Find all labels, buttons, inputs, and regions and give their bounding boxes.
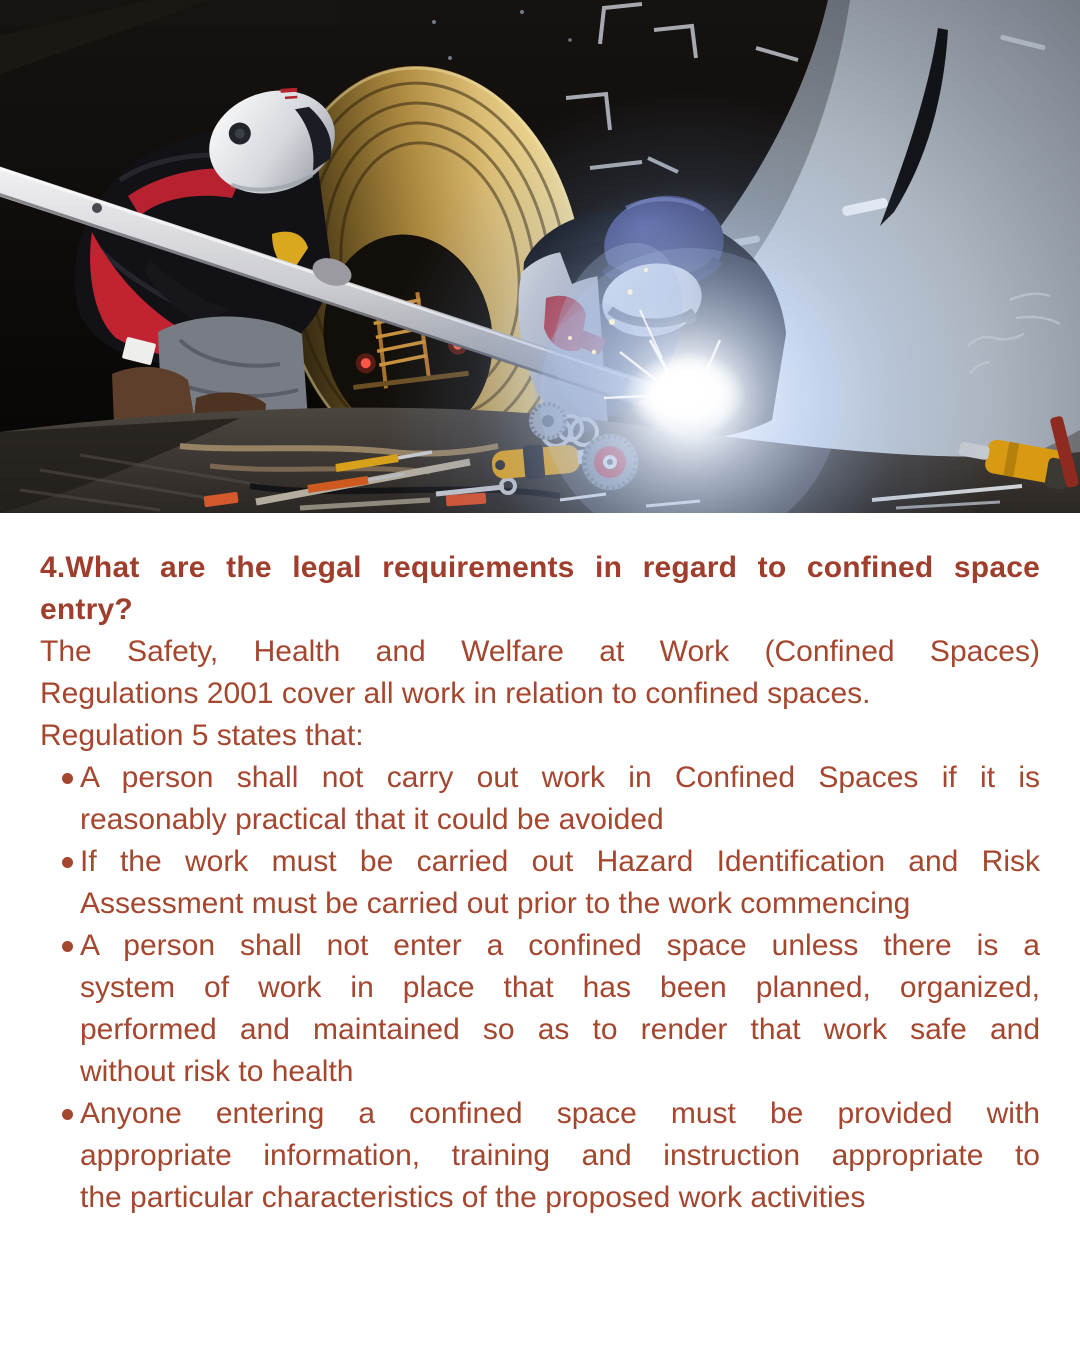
intro-line: The Safety, Health and Welfare at Work (Confined Spaces)	[40, 635, 1040, 668]
bullet-line: performed and maintained so as to render that work safe and	[80, 1013, 1040, 1046]
regulation-bullet-list	[40, 757, 1040, 1219]
confined-space-welding-photo	[0, 0, 1080, 513]
heading-line: entry?	[40, 593, 133, 626]
beam-rivet	[92, 203, 102, 213]
bullet-line: Anyone entering a confined space must be provided with	[80, 1097, 1040, 1130]
bullet-line: without risk to health	[80, 1055, 354, 1088]
bullet-dot	[62, 773, 73, 784]
bullet-line: If the work must be carried out Hazard Identification and Risk	[80, 845, 1040, 878]
bullet-item	[40, 757, 1040, 841]
bullet-line: appropriate information, training and instruction appropriate to	[80, 1139, 1040, 1172]
bullet-dot	[62, 857, 73, 868]
regulation-line: Regulation 5 states that:	[40, 719, 364, 752]
bullet-line: A person shall not enter a confined space unless there is a	[80, 929, 1040, 962]
tank-interior-illustration	[0, 0, 1080, 513]
bullet-item	[40, 841, 1040, 925]
intro-line: Regulations 2001 cover all work in relation to confined spaces.	[40, 677, 871, 710]
bullet-line: the particular characteristics of the proposed work activities	[80, 1181, 866, 1214]
heading-line: 4.What are the legal requirements in regard to confined space	[40, 551, 1040, 584]
bullet-line: system of work in place that has been planned, organized,	[80, 971, 1040, 1004]
bullet-dot	[62, 1109, 73, 1120]
bullet-line: Assessment must be carried out prior to the work commencing	[80, 887, 911, 920]
bullet-item	[40, 1093, 1040, 1219]
bullet-line: reasonably practical that it could be avoided	[80, 803, 664, 836]
question-heading	[40, 547, 1040, 631]
bullet-item	[40, 925, 1040, 1093]
bullet-line: A person shall not carry out work in Confined Spaces if it is	[80, 761, 1040, 794]
article-text	[0, 513, 1080, 1219]
bullet-dot	[62, 941, 73, 952]
